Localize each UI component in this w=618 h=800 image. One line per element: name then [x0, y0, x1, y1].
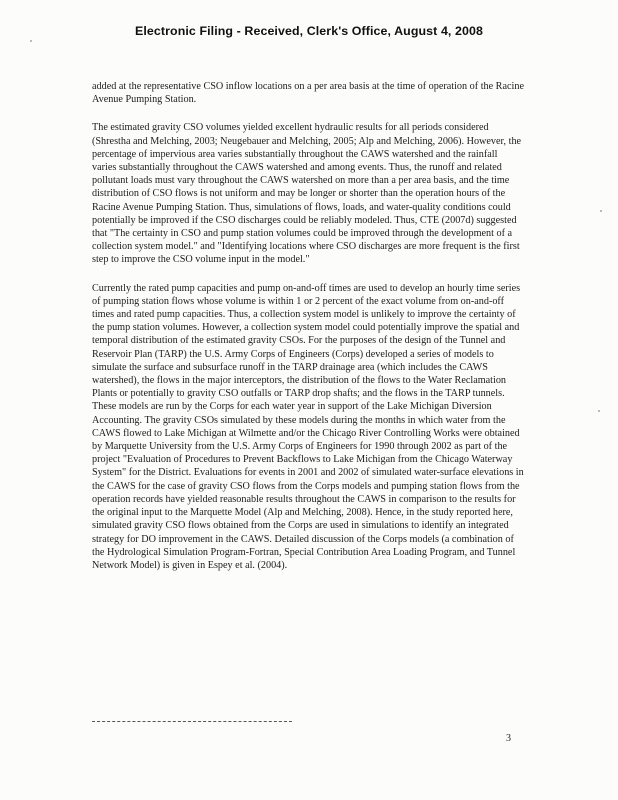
scan-speck [598, 410, 600, 412]
paragraph-pump-capacities: Currently the rated pump capacities and pump on-and-off times are used to develop an hourly time series of pumping station flows whose volume is within 1 or 2 percent of the exact volume from on-and-off times and rated pump capacities. Thus, a collection system model is unlikely to improve the certainty of the pump station volumes. However, a collection system model could potentially improve the spatial and temporal distribution of the estimated gravity CSOs. For the purposes of the design of the Tunnel and Reservoir Plan (TARP) the U.S. Army Corps of Engineers (Corps) developed a series of models to simulate the surface and subsurface runoff in the TARP drainage area (which includes the CAWS watershed), the flows in the major interceptors, the distribution of the flows to the Water Reclamation Plants or potentially to gravity CSO outfalls or TARP drop shafts; and the flows in the TARP tunnels. These models are run by the Corps for each water year in support of the Lake Michigan Diversion Accounting. The gravity CSOs simulated by these models during the months in which water from the CAWS flowed to Lake Michigan at Wilmette and/or the Chicago River Controlling Works were obtained by Marquette University from the U.S. Army Corps of Engineers for 1990 through 2002 as part of the project "Evaluation of Procedures to Prevent Backflows to Lake Michigan from the Chicago Waterway System" for the District. Evaluations for events in 2001 and 2002 of simulated water-surface elevations in the CAWS for the case of gravity CSO flows from the Corps models and pumping station flows from the operation records have yielded reasonable results throughout the CAWS in comparison to the results for the original input to the Marquette Model (Alp and Melching, 2008). Hence, in the study reported here, simulated gravity CSO flows obtained from the Corps are used in simulations to identify an integrated strategy for DO improvement in the CAWS. Detailed discussion of the Corps models (a combination of the Hydrological Simulation Program-Fortran, Special Contribution Area Loading Program, and Tunnel Network Model) is given in Espey et al. (2004). [92, 282, 524, 571]
paragraph-gravity-cso-volumes: The estimated gravity CSO volumes yielded excellent hydraulic results for all periods considered (Shrestha and Melching, 2003; Neugebauer and Melching, 2005; Alp and Melching, 2006). However, the percentage of impervious area varies substantially throughout the CAWS watershed and the rainfall varies substantially throughout the CAWS watershed and among events. Thus, the runoff and related pollutant loads must vary throughout the CAWS watershed on more than a per area basis, and the time distribution of CSO flows is not uniform and may be longer or shorter than the operation hours of the Racine Avenue Pumping Station. Thus, simulations of flows, loads, and water-quality conditions could potentially be improved if the CSO discharges could be reliably modeled. Thus, CTE (2007d) suggested that "The certainty in CSO and pump station volumes could be improved through the development of a collection system model." and "Identifying locations where CSO discharges are more frequent is the first step to improve the CSO volume input in the model." [92, 122, 522, 266]
paragraph-intro-continuation: added at the representative CSO inflow locations on a per area basis at the time of operation of the Racine Avenue Pumping Station. [92, 81, 524, 106]
filing-stamp-header: Electronic Filing - Received, Clerk's Office, August 4, 2008 [135, 24, 483, 38]
scan-speck [600, 210, 602, 212]
body-text [92, 80, 524, 587]
page-number: 3 [506, 733, 511, 744]
footnote-divider [92, 721, 292, 722]
scan-speck [30, 40, 32, 42]
